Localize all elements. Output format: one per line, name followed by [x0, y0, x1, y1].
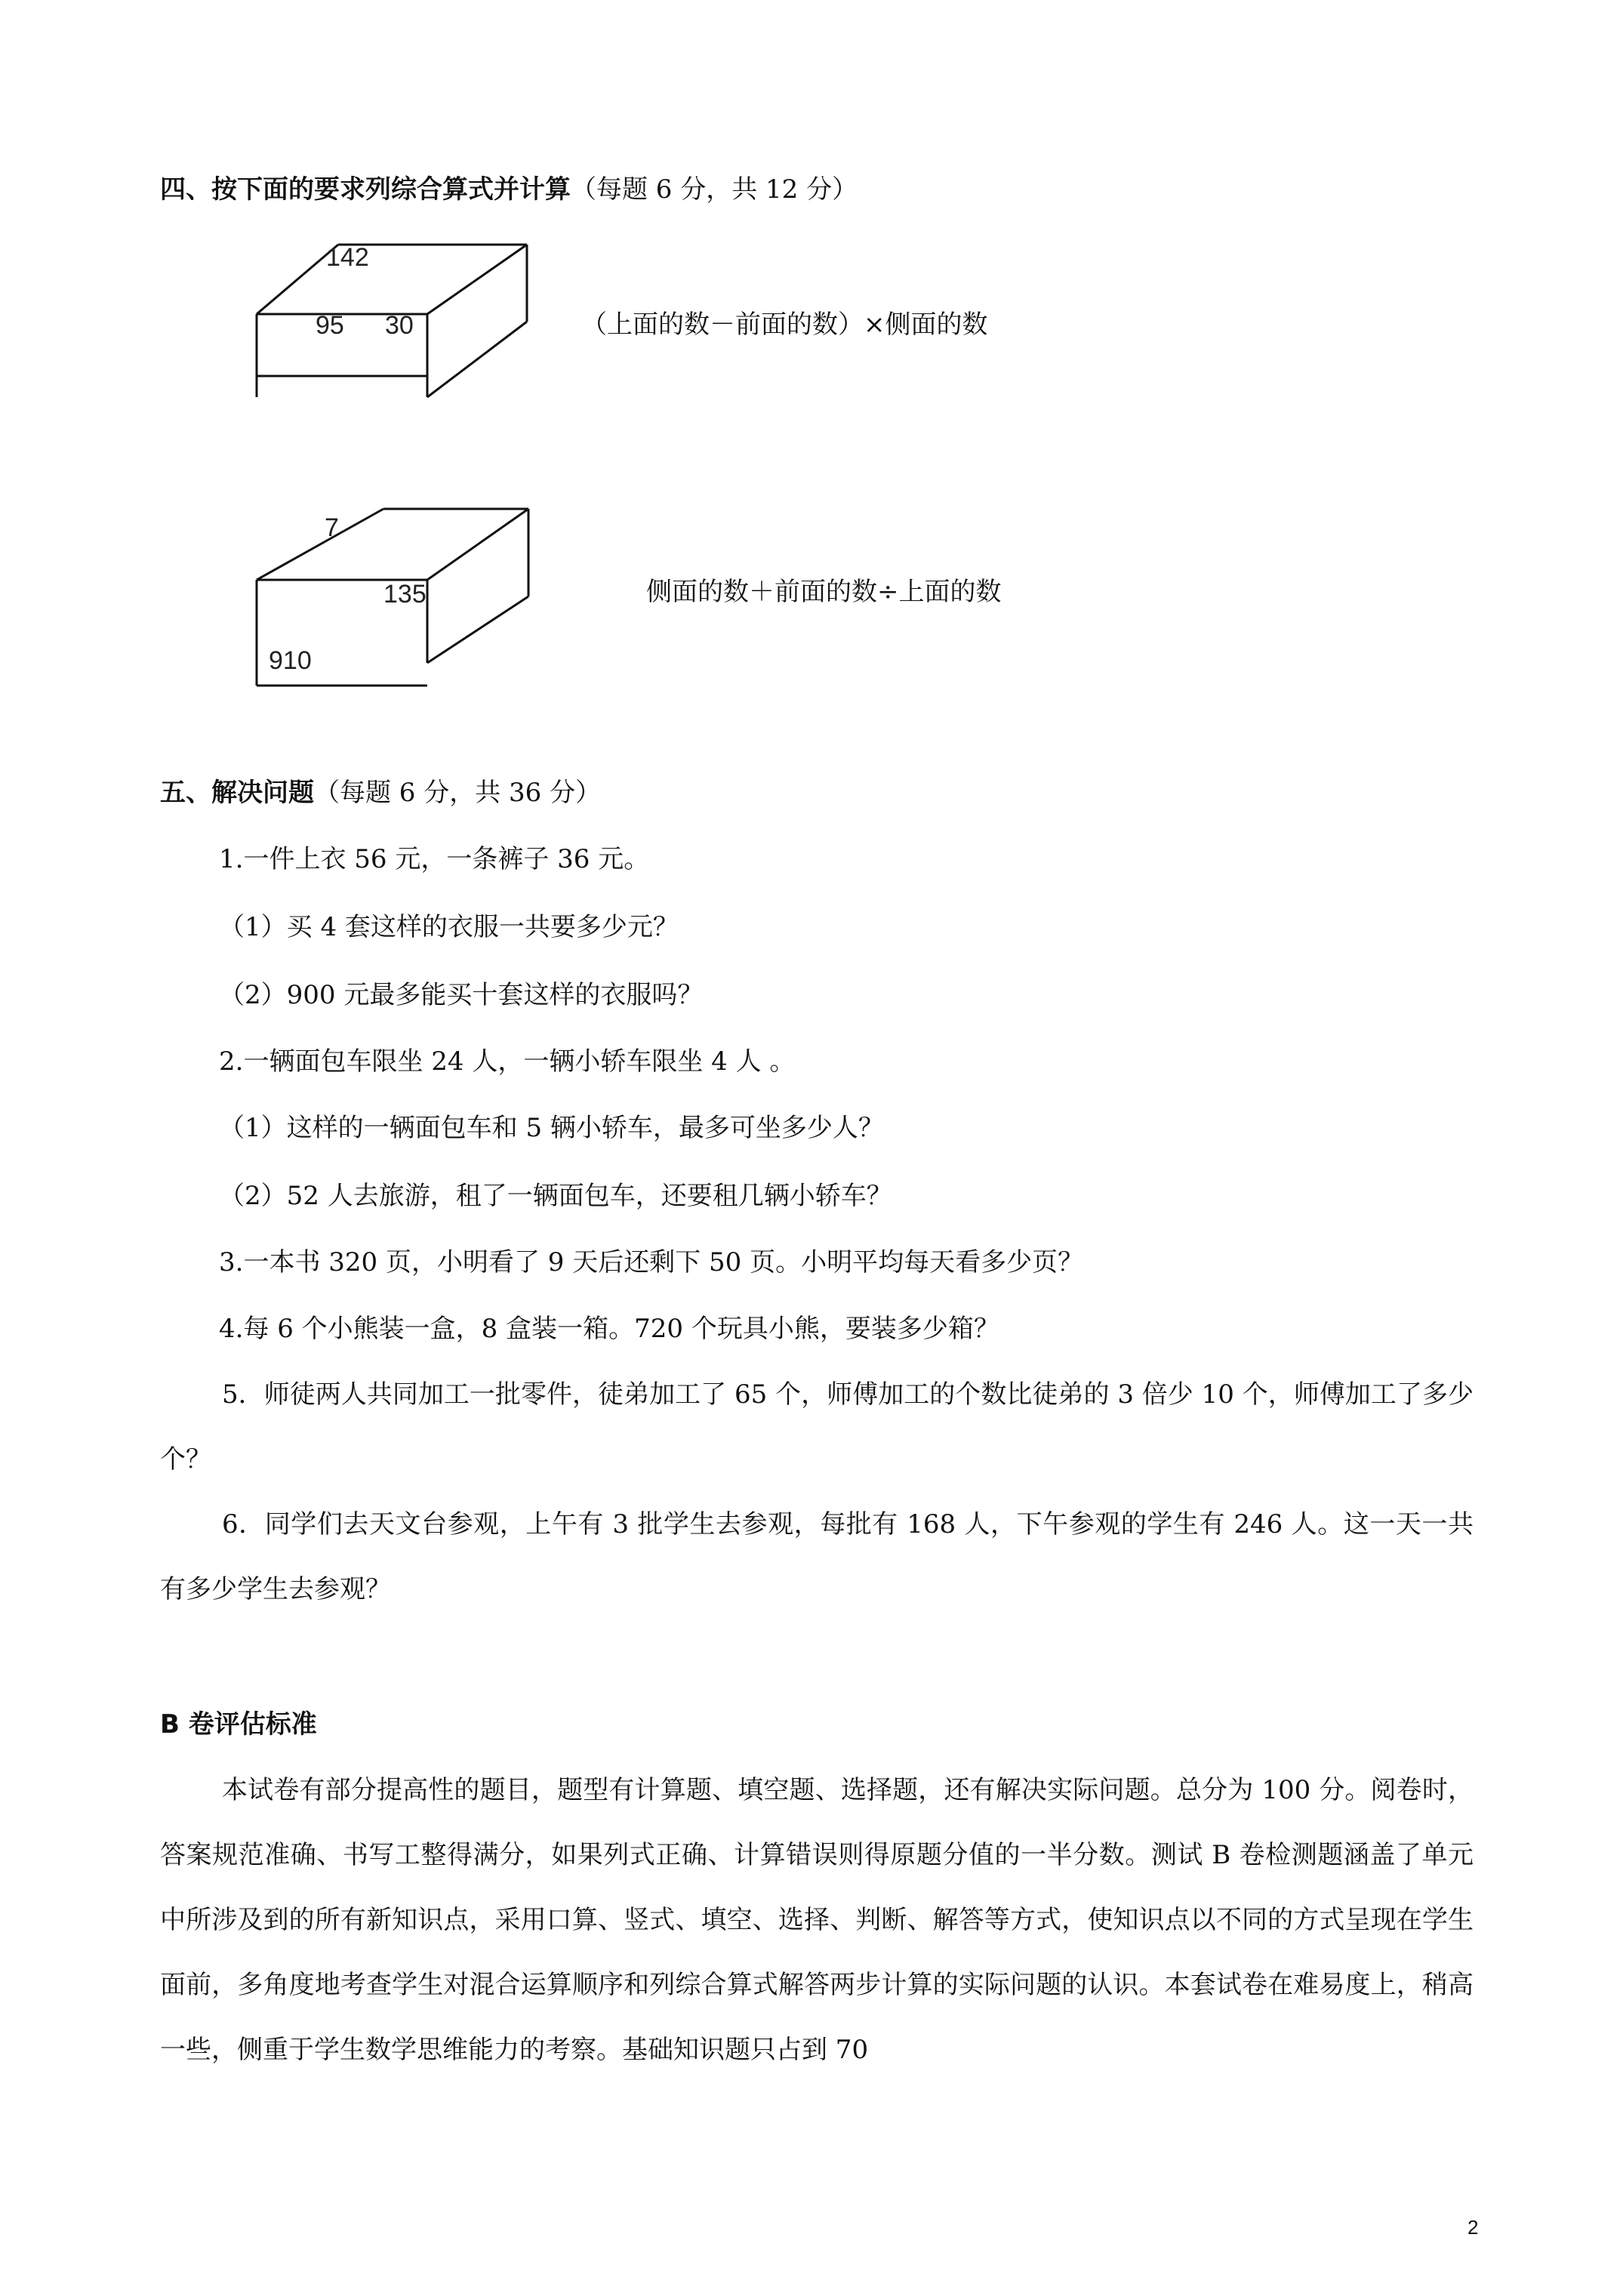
box2-side-number: 135	[383, 580, 427, 609]
question-5: 5．师徒两人共同加工一批零件，徒弟加工了 65 个，师傅加工的个数比徒弟的 3 倍少 10 个，师傅加工了多少个？	[160, 1379, 1474, 1475]
standard-body: 本试卷有部分提高性的题目，题型有计算题、填空题、选择题，还有解决实际问题。总分为 100 分。阅卷时，答案规范准确、书写工整得满分，如果列式正确、计算错误则得原题分值的一半分数。测试 B 卷检测题涵盖了单元中所涉及到的所有新知识点，采用口算、竖式、填空、选择、判断、解答等方式，使知识点以不同的方式呈现在学生面前，多角度地考查学生对混合运算顺序和列综合算式解答两步计算的实际问题的认识。本套试卷在难易度上，稍高一些，侧重于学生数学思维能力的考察。基础知识题只占到 70	[160, 1775, 1474, 2065]
page-number: 2	[1467, 2216, 1479, 2239]
box2-top-number: 7	[325, 513, 339, 542]
section4-title: 四、按下面的要求列综合算式并计算	[160, 174, 571, 205]
question-2-part-1: （1）这样的一辆面包车和 5 辆小轿车，最多可坐多少人？	[219, 1113, 884, 1143]
question-4: 4.每 6 个小熊装一盒，8 盒装一箱。720 个玩具小熊，要装多少箱？	[219, 1314, 999, 1344]
box2-formula: 侧面的数＋前面的数÷上面的数	[646, 577, 1002, 607]
standard-heading: B 卷评估标准	[160, 1709, 317, 1740]
box-diagram-1	[249, 240, 551, 402]
box1-side-number: 30	[385, 311, 414, 340]
question-6: 6．同学们去天文台参观，上午有 3 批学生去参观，每批有 168 人，下午参观的学生有 246 人。这一天一共有多少学生去参观？	[160, 1509, 1474, 1604]
section4-heading	[160, 173, 858, 206]
box-diagram-2	[249, 504, 551, 689]
box1-top-number: 142	[326, 243, 369, 272]
section5-score-note: （每题 6 分，共 36 分）	[314, 778, 602, 808]
section5-title: 五、解决问题	[160, 778, 314, 808]
question-3: 3.一本书 320 页，小明看了 9 天后还剩下 50 页。小明平均每天看多少页？	[219, 1247, 1084, 1277]
box1-front-number: 95	[316, 311, 344, 340]
question-1-part-1: （1）买 4 套这样的衣服一共要多少元？	[219, 912, 679, 942]
question-2: 2.一辆面包车限坐 24 人，一辆小轿车限坐 4 人 。	[219, 1046, 796, 1077]
question-2-part-2: （2）52 人去旅游，租了一辆面包车，还要租几辆小轿车？	[219, 1181, 892, 1211]
question-1: 1.一件上衣 56 元，一条裤子 36 元。	[219, 844, 650, 874]
box2-front-number: 910	[269, 646, 312, 675]
section4-score-note: （每题 6 分，共 12 分）	[571, 174, 858, 205]
box1-formula: （上面的数－前面的数）×侧面的数	[581, 310, 988, 340]
section5-heading	[160, 776, 601, 809]
question-1-part-2: （2）900 元最多能买十套这样的衣服吗？	[219, 980, 704, 1010]
